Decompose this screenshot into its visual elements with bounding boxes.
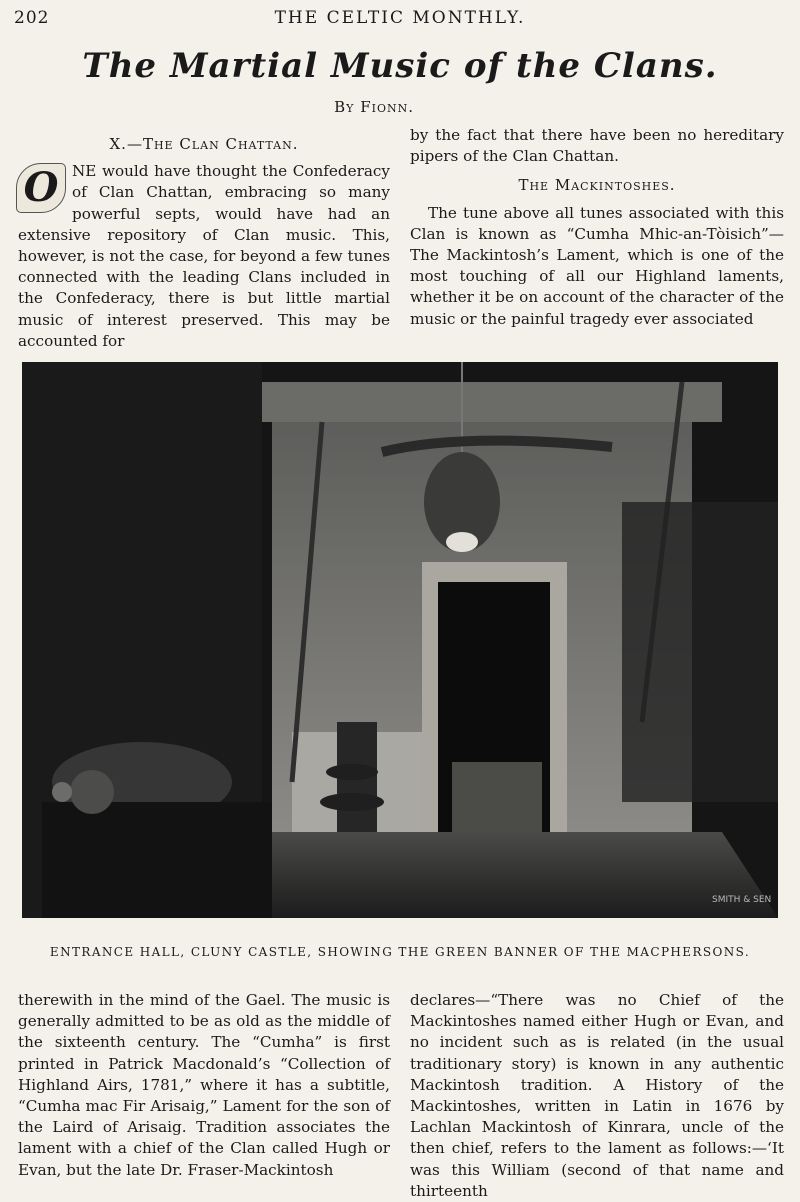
figure-caption: ENTRANCE HALL, CLUNY CASTLE, SHOWING THE GREEN BANNER OF THE MACPHERSONS. bbox=[49, 945, 751, 959]
paragraph-intro bbox=[18, 161, 390, 352]
photo-illustration bbox=[22, 362, 778, 918]
left-column-bottom bbox=[18, 990, 390, 1181]
photo-credit: SMITH & SEN bbox=[712, 895, 772, 905]
photograph-entrance-hall bbox=[22, 362, 778, 918]
intro-text: NE would have thought the Confederacy of Clan Chattan, embracing so many powerful septs, would have had an extensive repository of Clan music. This, however, is not the case, for beyond a few tunes connected with the leading Clans included in the Confederacy, there is but little martial music of interest preserved. This may be accounted for bbox=[18, 162, 390, 350]
paragraph-mackintosh-lament: The tune above all tunes associated with this Clan is known as “Cumha Mhic-an-Tòisich”—The Mackintosh’s Lament, which is one of the most touching of all our Highland laments, whether it be on account of the character of the music or the painful tragedy ever associated bbox=[410, 203, 784, 328]
page-number: 202 bbox=[14, 8, 50, 28]
section-heading-mackintoshes: The Mackintoshes. bbox=[518, 176, 676, 195]
article-title: The Martial Music of the Clans. bbox=[82, 46, 718, 86]
journal-title: THE CELTIC MONTHLY. bbox=[274, 8, 526, 28]
right-column-top bbox=[410, 125, 784, 330]
running-head bbox=[14, 8, 786, 32]
paragraph-continuation: by the fact that there have been no hereditary pipers of the Clan Chattan. bbox=[410, 126, 784, 166]
section-heading-clan-chattan: X.—The Clan Chattan. bbox=[109, 135, 299, 153]
right-column-bottom bbox=[410, 990, 784, 1202]
paragraph-fraser-mackintosh-quote: declares—“There was no Chief of the Mackintoshes named either Hugh or Evan, and no incident such as is related (in the usual traditionary story) is known in any authentic Mackintosh tradition. A History of the Mackintoshes, written in Latin in 1676 by Lachlan Mackintosh of Kinrara, uncle of the then chief, refers to the lament as follows:—‘It was this William (second of that name and thirteenth bbox=[410, 991, 784, 1200]
drop-cap: O bbox=[16, 163, 66, 213]
left-column-top bbox=[18, 134, 390, 352]
byline: By Fionn. bbox=[334, 98, 414, 116]
paragraph-cumha-history: therewith in the mind of the Gael. The music is generally admitted to be as old as the middle of the sixteenth century. The “Cumha” is first printed in Patrick Macdonald’s “Collection of Highland Airs, 1781,” where it has a subtitle, “Cumha mac Fir Arisaig,” Lament for the son of the Laird of Arisaig. Tradition associates the lament with a chief of the Clan called Hugh or Evan, but the late Dr. Fraser-Mackintosh bbox=[18, 991, 390, 1179]
